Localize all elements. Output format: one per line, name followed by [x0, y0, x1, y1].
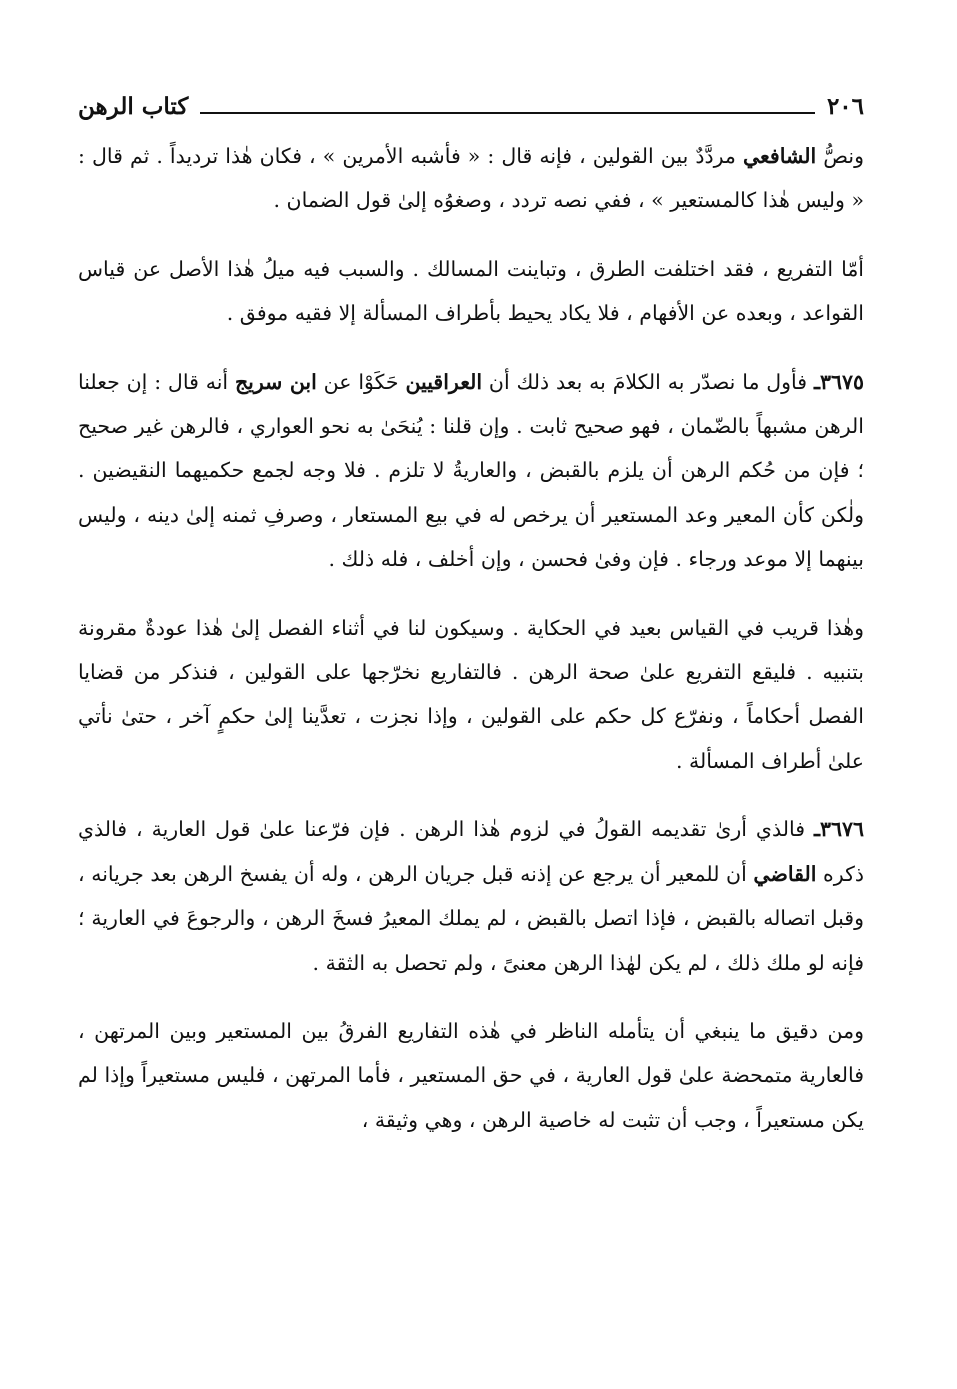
header-rule: [200, 112, 815, 114]
paragraph-1: [78, 134, 864, 223]
p5-text-post: أن للمعير أن يرجع عن إذنه قبل جريان الرهن ، وله أن يفسخ الرهن بعد جريانه ، وقبل اتصاله بالقبض ، فإذا اتصل بالقبض ، لم يملك المعيرُ فسخَ الرهن ، والرجوعَ في العارية ؛ فإنه لو ملك ذلك ، لم يكن لهٰذا الرهن معنىً ، ولم تحصل به الثقة .: [78, 861, 864, 975]
p3-name-iraqiyyin: العراقيين: [405, 369, 483, 394]
paragraph-3: [78, 360, 864, 582]
book-page: [78, 86, 864, 1376]
p2-text: أمّا التفريع ، فقد اختلفت الطرق ، وتباينت المسالك . والسبب فيه ميلُ هٰذا الأصل عن قياس القواعد ، وبعده عن الأفهام ، فلا يكاد يحيط بأطراف المسألة إلا فقيه موفق .: [78, 256, 864, 326]
paragraph-gap: [78, 223, 864, 247]
p3-text-pre: فأول ما نصدّر به الكلامَ به بعد ذلك أن: [482, 369, 814, 394]
p6-text: ومن دقيق ما ينبغي أن يتأمله الناظر في هٰذه التفاريع الفرقُ بين المستعير وبين المرتهن ، فالعارية متمحضة علىٰ قول العارية ، في حق المستعير ، فأما المرتهن ، فليس مستعيراً وإذا لم يكن مستعيراً ، وجب أن تثبت له خاصية الرهن ، وهي وثيقة ،: [78, 1018, 864, 1132]
p3-text-post: أنه قال : إن جعلنا الرهن مشبهاً بالضّمان ، فهو صحيح ثابت . وإن قلنا : يُنحَىٰ به نحو العواري ، فالرهن غير صحيح ؛ فإن من حُكم الرهن أن يلزم بالقبض ، والعاريةُ لا تلزم . فلا وجه لجمع حكميهما النقيضين . ولٰكن كأن المعير وعد المستعير أن يرخص له في بيع المستعار ، وصرفِ ثمنه إلىٰ دينه ، وليس بينهما إلا موعد ورجاء . فإن وفىٰ فحسن ، وإن أخلف ، فله ذلك .: [78, 369, 864, 572]
p1-text-pre: ونصُّ: [816, 144, 864, 168]
book-title: كتاب الرهن: [78, 92, 189, 120]
paragraph-gap: [78, 783, 864, 807]
paragraph-2: [78, 247, 864, 336]
page-header: [78, 86, 864, 126]
page-number: ٢٠٦: [826, 92, 864, 120]
p3-name-ibn-surayj: ابن سريج: [234, 369, 317, 394]
p3-section-number: ٣٦٧٥ـ: [813, 369, 865, 394]
p1-text-post: مردَّدٌ بين القولين ، فإنه قال : « فأشبه الأمرين » ، فكان هٰذا ترديداً . ثم قال : « وليس هٰذا كالمستعير » ، ففي نصه تردد ، وصغوُه إلىٰ قول الضمان .: [78, 144, 864, 213]
p5-name-qadi: القاضي: [753, 861, 817, 886]
paragraph-5: [78, 807, 864, 985]
p4-text: وهٰذا قريب في القياس بعيد في الحكاية . وسيكون لنا في أثناء الفصل إلىٰ هٰذا عودةٌ مقرونة بتنبيه . فليقع التفريع علىٰ صحة الرهن . فالتفاريع نخرّجها على القولين ، فنذكر من قضايا الفصل أحكاماً ، ونفرّع كل حكم على القولين ، وإذا نجزت ، تعدَّينا إلىٰ حكمٍ آخر ، حتىٰ نأتي علىٰ أطراف المسألة .: [78, 615, 864, 773]
paragraph-4: [78, 606, 864, 784]
paragraph-6: [78, 1009, 864, 1142]
paragraph-gap: [78, 582, 864, 606]
p1-name-shafii: الشافعي: [742, 144, 817, 168]
paragraph-gap: [78, 336, 864, 360]
paragraph-gap: [78, 985, 864, 1009]
p5-text-pre: فالذي أرىٰ تقديمه القولُ في لزوم هٰذا الرهن . فإن فرّعنا علىٰ قول العارية ، فالذي ذكره: [78, 817, 864, 886]
p5-section-number: ٣٦٧٦ـ: [813, 817, 864, 842]
p3-text-mid: حَكَوْا عن: [316, 369, 406, 394]
